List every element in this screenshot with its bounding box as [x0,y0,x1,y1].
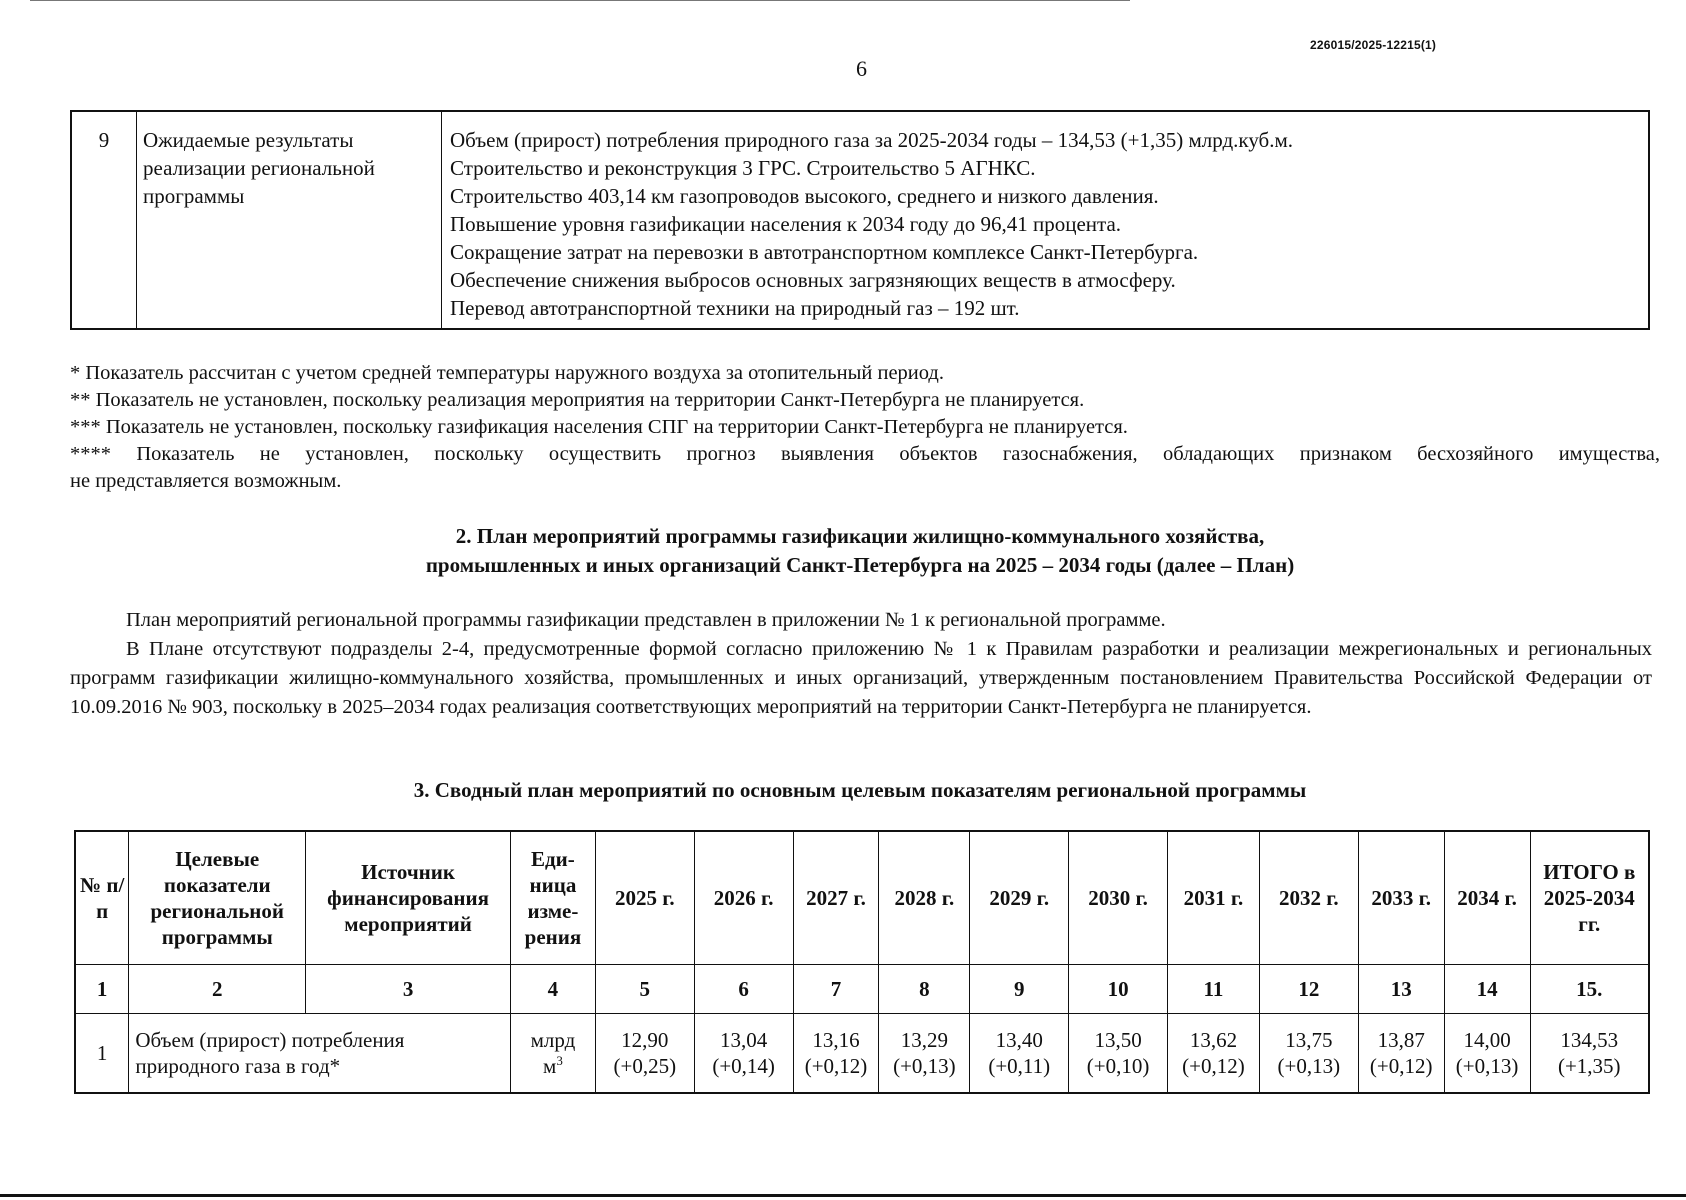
expected-results-table [70,110,1650,330]
results-list [442,111,1650,329]
year-value: 13,87 [1377,1028,1425,1052]
header-year: 2034 г. [1444,831,1530,965]
year-increment: (+0,11) [988,1054,1051,1078]
header-indicator: Целевые показатели региональной программы [129,831,306,965]
row-number: 9 [71,111,137,329]
section-2-paragraph-2: В Плане отсутствуют подразделы 2-4, предусмотренные формой согласно приложению № 1 к Правилам разработки и реализации межрегиональных и региональных программ газификации жилищно-коммунального хозяйства, промышленных и иных организаций, утвержденным постановлением Правительства Российской Федерации от 10.09.2016 № 903, поскольку в 2025–2034 годах реализация соответствующих мероприятий на территории Санкт-Петербурга не планируется. [70,638,1652,718]
row-indicator: Объем (прирост) потребления природного газа в год* [129,1014,511,1094]
year-value-cell [970,1014,1069,1094]
header-total: ИТОГО в 2025-2034 гг. [1530,831,1649,965]
summary-plan-table [74,830,1650,1094]
year-value: 13,75 [1285,1028,1333,1052]
header-year: 2033 г. [1358,831,1444,965]
header-year: 2030 г. [1069,831,1168,965]
column-number-row [75,965,1649,1014]
total-increment: (+1,35) [1557,1054,1621,1078]
year-increment: (+0,12) [1182,1054,1245,1078]
footnote-4-line2: не представляется возможным. [70,470,342,492]
result-item: Строительство и реконструкция 3 ГРС. Строительство 5 АГНКС. [450,156,1036,180]
unit-m: м [543,1054,557,1078]
unit-superscript: 3 [556,1053,563,1068]
year-increment: (+0,14) [712,1054,775,1078]
year-value-cell [694,1014,793,1094]
footnotes [70,360,1660,495]
section-2-paragraph-1: План мероприятий региональной программы газификации представлен в приложении № 1 к региональной программе. [126,609,1166,631]
column-number: 8 [879,965,970,1014]
column-number: 3 [306,965,511,1014]
column-number: 5 [595,965,694,1014]
section-2-heading [70,522,1650,580]
footnote-2: ** Показатель не установлен, поскольку реализация мероприятия на территории Санкт-Петербурга не планируется. [70,389,1085,411]
result-item: Повышение уровня газификации населения к 2034 году до 96,41 процента. [450,212,1122,236]
unit-main: млрд [530,1028,576,1052]
header-year: 2026 г. [694,831,793,965]
document-registration-number: 226015/2025-12215(1) [1310,38,1437,52]
year-increment: (+0,13) [893,1054,956,1078]
year-value: 13,50 [1094,1028,1142,1052]
header-unit: Еди-ница изме-рения [510,831,595,965]
column-number: 12 [1259,965,1358,1014]
header-year: 2029 г. [970,831,1069,965]
year-increment: (+0,13) [1455,1054,1519,1078]
result-item: Перевод автотранспортной техники на природный газ – 192 шт. [450,296,1020,320]
result-item: Строительство 403,14 км газопроводов высокого, среднего и низкого давления. [450,184,1159,208]
column-number: 2 [129,965,306,1014]
footnote-3: *** Показатель не установлен, поскольку газификация населения СПГ на территории Санкт-Петербурга не планируется. [70,416,1128,438]
result-item: Объем (прирост) потребления природного газа за 2025-2034 годы – 134,53 (+1,35) млрд.куб.м. [450,128,1294,152]
page-number: 6 [856,56,867,81]
row-num: 1 [75,1014,129,1094]
year-value-cell [1444,1014,1530,1094]
year-value: 13,62 [1189,1028,1238,1052]
result-item: Сокращение затрат на перевозки в автотранспортном комплексе Санкт-Петербурга. [450,240,1199,264]
column-number: 11 [1168,965,1260,1014]
section-3-heading: 3. Сводный план мероприятий по основным целевым показателям региональной программы [413,778,1307,802]
total-value: 134,53 [1560,1028,1619,1052]
top-border-line [30,0,1130,1]
year-value: 13,29 [900,1028,949,1052]
year-value-cell [879,1014,970,1094]
year-increment: (+0,10) [1086,1054,1150,1078]
result-item: Обеспечение снижения выбросов основных загрязняющих веществ в атмосферу. [450,268,1176,292]
year-value-cell [793,1014,879,1094]
year-value-cell [1168,1014,1260,1094]
header-row [75,831,1649,965]
section-2-body [70,606,1652,722]
year-value: 13,16 [812,1028,860,1052]
year-value-cell [595,1014,694,1094]
year-value-cell [1259,1014,1358,1094]
year-value: 12,90 [621,1028,669,1052]
footnote-4-line1: **** Показатель не установлен, поскольку осуществить прогноз выявления объектов газоснабжения, обладающих признаком бесхозяйного имущества, [70,443,1660,465]
header-year: 2032 г. [1259,831,1358,965]
year-increment: (+0,13) [1277,1054,1341,1078]
column-number: 7 [793,965,879,1014]
header-source: Источник финансирования мероприятий [306,831,511,965]
row-unit [510,1014,595,1094]
total-value-cell [1530,1014,1649,1094]
year-increment: (+0,25) [613,1054,677,1078]
bottom-border-line [0,1194,1686,1197]
column-number: 13 [1358,965,1444,1014]
year-increment: (+0,12) [1369,1054,1433,1078]
column-number: 15. [1530,965,1649,1014]
header-year: 2027 г. [793,831,879,965]
table-row [71,111,1649,329]
header-year: 2028 г. [879,831,970,965]
column-number: 4 [510,965,595,1014]
column-number: 9 [970,965,1069,1014]
header-year: 2031 г. [1168,831,1260,965]
year-value: 13,40 [995,1028,1043,1052]
table-row [75,1014,1649,1094]
footnote-1: * Показатель рассчитан с учетом средней температуры наружного воздуха за отопительный период. [70,362,944,384]
year-value-cell [1358,1014,1444,1094]
year-increment: (+0,12) [804,1054,868,1078]
year-value-cell [1069,1014,1168,1094]
row-title: Ожидаемые результаты реализации региональной программы [137,111,442,329]
column-number: 1 [75,965,129,1014]
column-number: 14 [1444,965,1530,1014]
column-number: 10 [1069,965,1168,1014]
year-value: 13,04 [720,1028,768,1052]
column-number: 6 [694,965,793,1014]
year-value: 14,00 [1463,1028,1511,1052]
section-2-title-line1: 2. План мероприятий программы газификации жилищно-коммунального хозяйства, [455,524,1265,548]
header-num: № п/п [75,831,129,965]
header-year: 2025 г. [595,831,694,965]
section-2-title-line2: промышленных и иных организаций Санкт-Петербурга на 2025 – 2034 годы (далее – План) [425,553,1295,577]
